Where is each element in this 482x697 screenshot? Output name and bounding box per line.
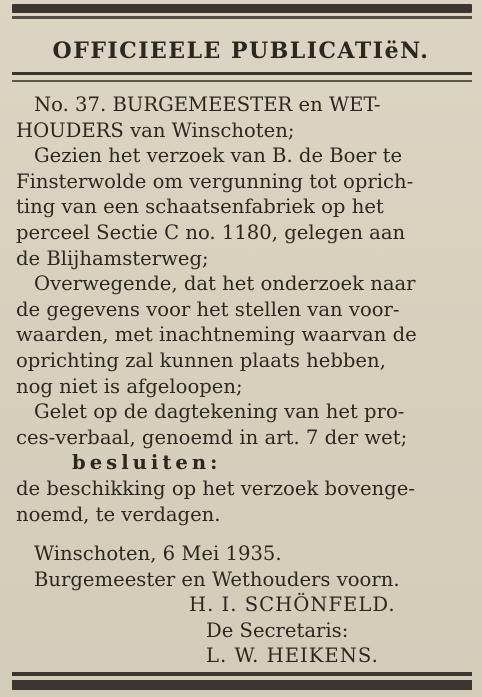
notice-line: Gelet op de dagtekening van het pro- — [34, 400, 405, 424]
notice-line: ting van een schaatsenfabriek op het — [16, 195, 384, 219]
notice-line: Gezien het verzoek van B. de Boer te — [34, 144, 403, 168]
bottom-rule-thin — [12, 672, 472, 676]
top-rule-thin — [12, 16, 472, 19]
heading-rule-upper — [12, 72, 472, 75]
top-rule-thick — [12, 4, 472, 13]
notice-line: waarden, met inachtneming waarvan de — [16, 323, 417, 347]
notice-line: de beschikking op het verzoek bovenge- — [16, 476, 415, 500]
section-heading: OFFICIEELE PUBLICATIëN. — [52, 38, 430, 64]
mayor-signature: H. I. SCHÖNFELD. — [189, 593, 396, 617]
notice-line: No. 37. BURGEMEESTER en WET- — [34, 93, 381, 116]
notice-line: de gegevens voor het stellen van voor- — [16, 297, 400, 321]
bottom-rule-thick — [12, 680, 472, 690]
notice-line: Finsterwolde om vergunning tot oprich- — [16, 169, 414, 193]
notice-line: Overwegende, dat het onderzoek naar — [34, 272, 416, 296]
notice-line: de Blijhamsterweg; — [16, 246, 209, 270]
heading-rule-lower — [12, 80, 472, 82]
secretary-title: De Secretaris: — [206, 618, 349, 642]
notice-line: HOUDERS van Winschoten; — [16, 118, 295, 142]
decision-word: besluiten: — [72, 451, 222, 475]
notice-line: ces-verbaal, genoemd in art. 7 der wet; — [16, 425, 408, 449]
secretary-name: L. W. HEIKENS. — [206, 644, 379, 668]
authority-line: Burgemeester en Wethouders voorn. — [34, 567, 400, 591]
place-date: Winschoten, 6 Mei 1935. — [34, 542, 282, 566]
notice-line: oprichting zal kunnen plaats hebben, — [16, 348, 386, 372]
notice-line: perceel Sectie C no. 1180, gelegen aan — [16, 220, 406, 244]
notice-line: nog niet is afgeloopen; — [16, 374, 243, 398]
notice-line: noemd, te verdagen. — [16, 502, 221, 526]
notice-body — [16, 92, 476, 669]
